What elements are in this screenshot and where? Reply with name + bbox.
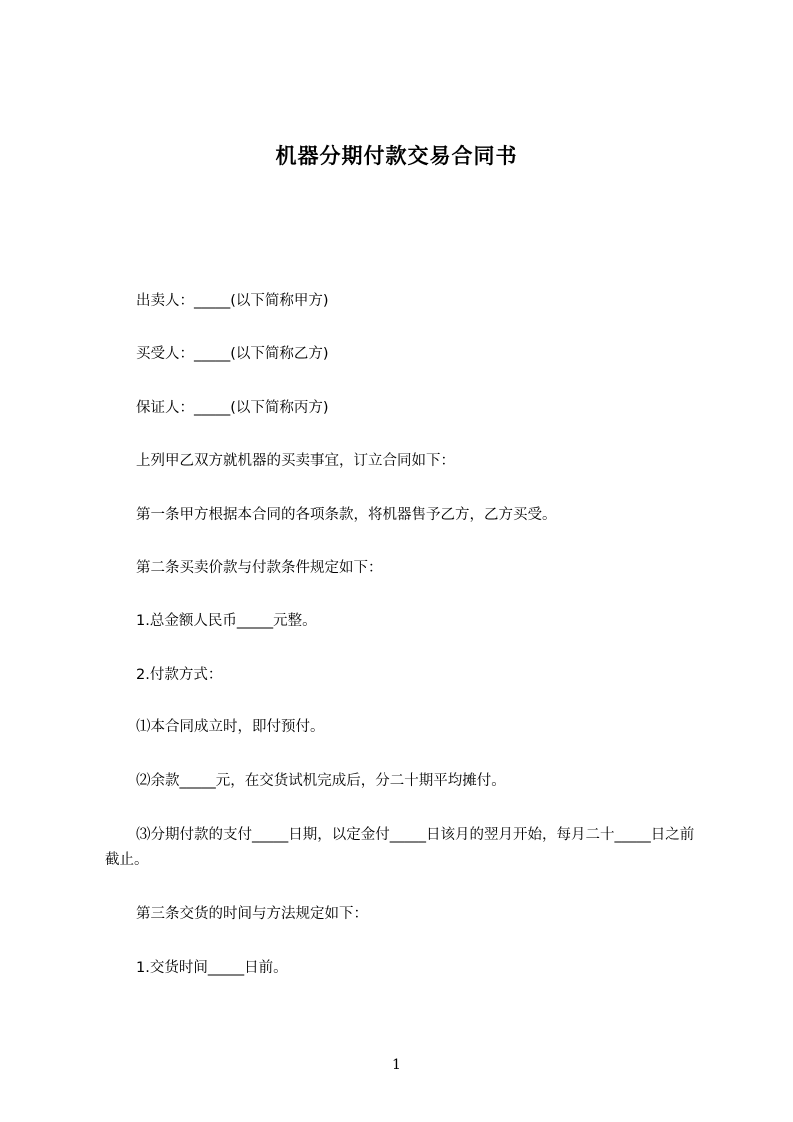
document-title: 机器分期付款交易合同书 xyxy=(275,144,518,168)
page-number: 1 xyxy=(392,1057,401,1073)
article-2-item-1: 1.总金额人民币_____元整。 xyxy=(136,613,317,629)
article-2-heading: 第二条买卖价款与付款条件规定如下： xyxy=(136,560,383,576)
payment-subitem-2: ⑵余款_____元，在交货试机完成后，分二十期平均摊付。 xyxy=(136,773,506,789)
payment-subitem-1: ⑴本合同成立时，即付预付。 xyxy=(136,719,325,735)
article-3-heading: 第三条交货的时间与方法规定如下： xyxy=(136,906,368,922)
party-buyer: 买受人：_____(以下简称乙方) xyxy=(136,346,329,362)
party-guarantor: 保证人：_____(以下简称丙方) xyxy=(136,400,329,416)
article-3-item-1: 1.交货时间_____日前。 xyxy=(136,960,288,976)
article-1: 第一条甲方根据本合同的各项条款，将机器售予乙方，乙方买受。 xyxy=(136,507,557,523)
payment-subitem-3: ⑶分期付款的支付_____日期，以定金付_____日该月的翌月开始，每月二十_____日之前截止。 xyxy=(105,827,695,868)
preamble: 上列甲乙双方就机器的买卖事宜，订立合同如下： xyxy=(136,453,455,469)
party-seller: 出卖人：_____(以下简称甲方) xyxy=(136,293,329,309)
article-2-item-2: 2.付款方式： xyxy=(136,667,223,683)
